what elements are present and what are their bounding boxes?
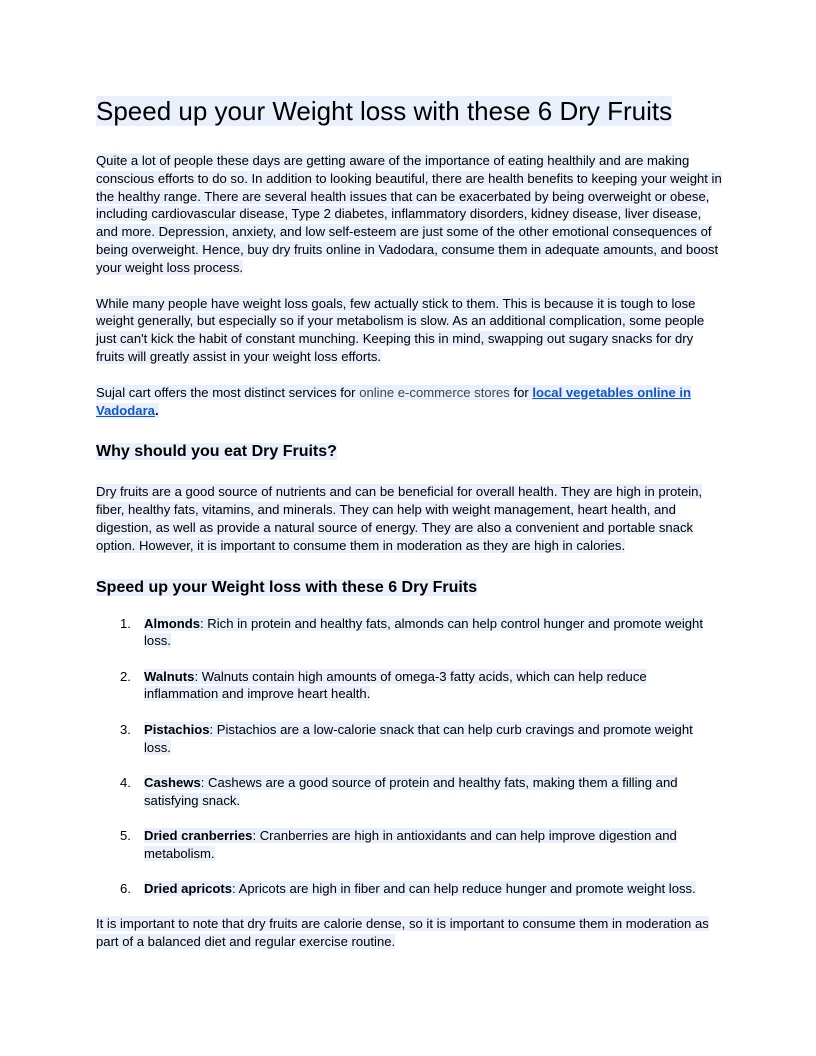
intro-paragraph-1 [96,152,722,277]
closing-paragraph [96,915,722,951]
fruit-desc: : Rich in protein and healthy fats, almonds can help control hunger and promote weight loss. [144,615,703,649]
section-heading-why [96,441,722,463]
fruit-list [96,615,722,898]
list-number: 5. [120,827,131,843]
fruit-desc: : Pistachios are a low-calorie snack that can help curb cravings and promote weight loss. [144,721,693,755]
promo-prefix: Sujal cart offers the most distinct services for [96,384,360,400]
fruit-desc: : Walnuts contain high amounts of omega-3 fatty acids, which can help reduce inflammation and improve heart health. [144,668,647,702]
list-item [96,668,722,704]
fruit-desc: : Apricots are high in fiber and can help reduce hunger and promote weight loss. [232,881,696,897]
promo-suffix: . [154,402,159,418]
page-title-text: Speed up your Weight loss with these 6 Dry Fruits [96,96,673,126]
intro-paragraph-2 [96,295,722,366]
promo-grey-text: online e-commerce stores [359,384,510,400]
vegetables-link[interactable]: local vegetables online in Vadodara [96,384,692,418]
intro-paragraph-2-text: While many people have weight loss goals, few actually stick to them. This is because it is tough to lose weight generally, but especially so if your metabolism is slow. As an additional complication, some people just can't kick the habit of constant munching. Keeping this in mind, swapping out sugary snacks for dry fruits will greatly assist in your weight loss efforts. [96,295,705,364]
fruit-desc: : Cashews are a good source of protein and healthy fats, making them a filling and satisfying snack. [144,774,678,808]
list-number: 2. [120,668,131,684]
fruit-name: Dried apricots [144,881,233,897]
page-title [96,94,722,128]
fruit-name: Almonds [144,615,201,631]
list-number: 4. [120,774,131,790]
list-item [96,880,722,898]
promo-middle: for [509,384,533,400]
list-item [96,615,722,651]
why-paragraph-text: Dry fruits are a good source of nutrients and can be beneficial for overall health. They are high in protein, fiber, healthy fats, vitamins, and minerals. They can help with weight management, heart health, and digestion, as well as provide a natural source of energy. They are also a convenient and portable snack option. However, it is important to consume them in moderation as they are high in calories. [96,484,703,553]
fruit-name: Dried cranberries [144,827,253,843]
why-paragraph [96,483,722,554]
fruit-desc: : Cranberries are high in antioxidants and can help improve digestion and metabolism. [144,827,677,861]
intro-paragraph-1-text: Quite a lot of people these days are getting aware of the importance of eating healthily and are making conscious efforts to do so. In addition to looking beautiful, there are health benefits to keeping your weight in the healthy range. There are several health issues that can be exacerbated by being overweight or obese, including cardiovascular disease, Type 2 diabetes, inflammatory disorders, kidney disease, liver disease, and more. Depression, anxiety, and low self-esteem are just some of the other emotional consequences of being overweight. Hence, buy dry fruits online in Vadodara, consume them in adequate amounts, and boost your weight loss process. [96,153,722,275]
list-number: 6. [120,881,131,897]
promo-paragraph [96,384,722,420]
section-heading-fruits [96,577,722,599]
list-number: 1. [120,615,131,631]
list-item [96,827,722,863]
document-page [96,94,722,969]
fruit-name: Cashews [144,774,201,790]
section-heading-why-text: Why should you eat Dry Fruits? [96,443,337,461]
list-number: 3. [120,721,131,737]
fruit-name: Walnuts [144,668,195,684]
fruit-name: Pistachios [144,721,210,737]
section-heading-fruits-text: Speed up your Weight loss with these 6 Dry Fruits [96,578,478,596]
list-item [96,721,722,757]
list-item [96,774,722,810]
closing-paragraph-text: It is important to note that dry fruits are calorie dense, so it is important to consume them in moderation as part of a balanced diet and regular exercise routine. [96,916,709,950]
